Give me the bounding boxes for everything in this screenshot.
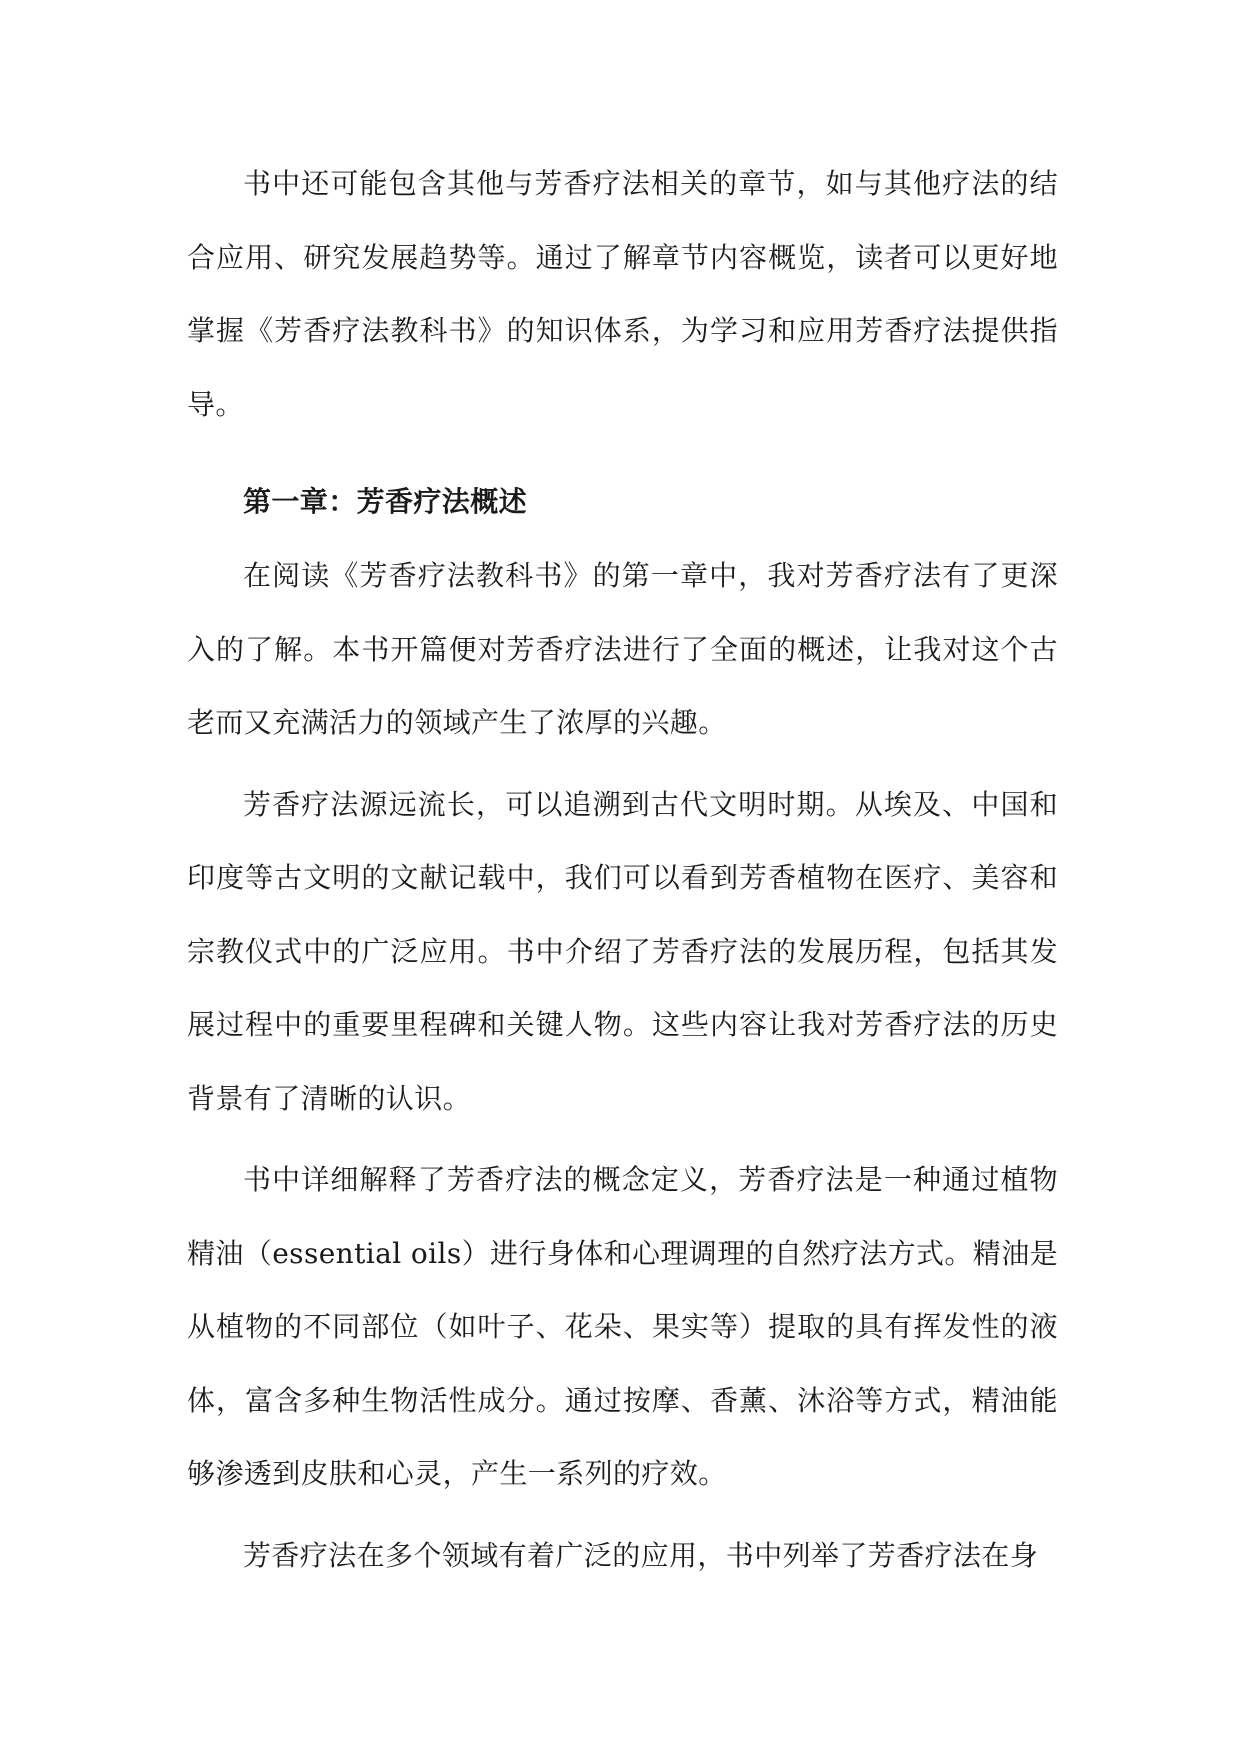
body-paragraph: 书中详细解释了芳香疗法的概念定义，芳香疗法是一种通过植物精油（essential oils）进行身体和心理调理的自然疗法方式。精油是从植物的不同部位（如叶子、花朵、果实等）提取的具有挥发性的液体，富含多种生物活性成分。通过按摩、香薰、沐浴等方式，精油能够渗透到皮肤和心灵，产生一系列的疗效。 — [187, 1163, 1059, 1490]
intro-paragraph: 书中还可能包含其他与芳香疗法相关的章节，如与其他疗法的结合应用、研究发展趋势等。通过了解章节内容概览，读者可以更好地掌握《芳香疗法教科书》的知识体系，为学习和应用芳香疗法提供指导。 — [187, 167, 1058, 421]
document-page — [187, 147, 1058, 1600]
chapter-heading: 第一章：芳香疗法概述 — [243, 485, 528, 518]
body-paragraph: 芳香疗法源远流长，可以追溯到古代文明时期。从埃及、中国和印度等古文明的文献记载中，我们可以看到芳香植物在医疗、美容和宗教仪式中的广泛应用。书中介绍了芳香疗法的发展历程，包括其发展过程中的重要里程碑和关键人物。这些内容让我对芳香疗法的历史背景有了清晰的认识。 — [187, 787, 1058, 1115]
body-paragraph: 芳香疗法在多个领域有着广泛的应用，书中列举了芳香疗法在身 — [243, 1538, 1039, 1572]
body-paragraph: 在阅读《芳香疗法教科书》的第一章中，我对芳香疗法有了更深入的了解。本书开篇便对芳香疗法进行了全面的概述，让我对这个古老而又充满活力的领域产生了浓厚的兴趣。 — [187, 559, 1058, 739]
